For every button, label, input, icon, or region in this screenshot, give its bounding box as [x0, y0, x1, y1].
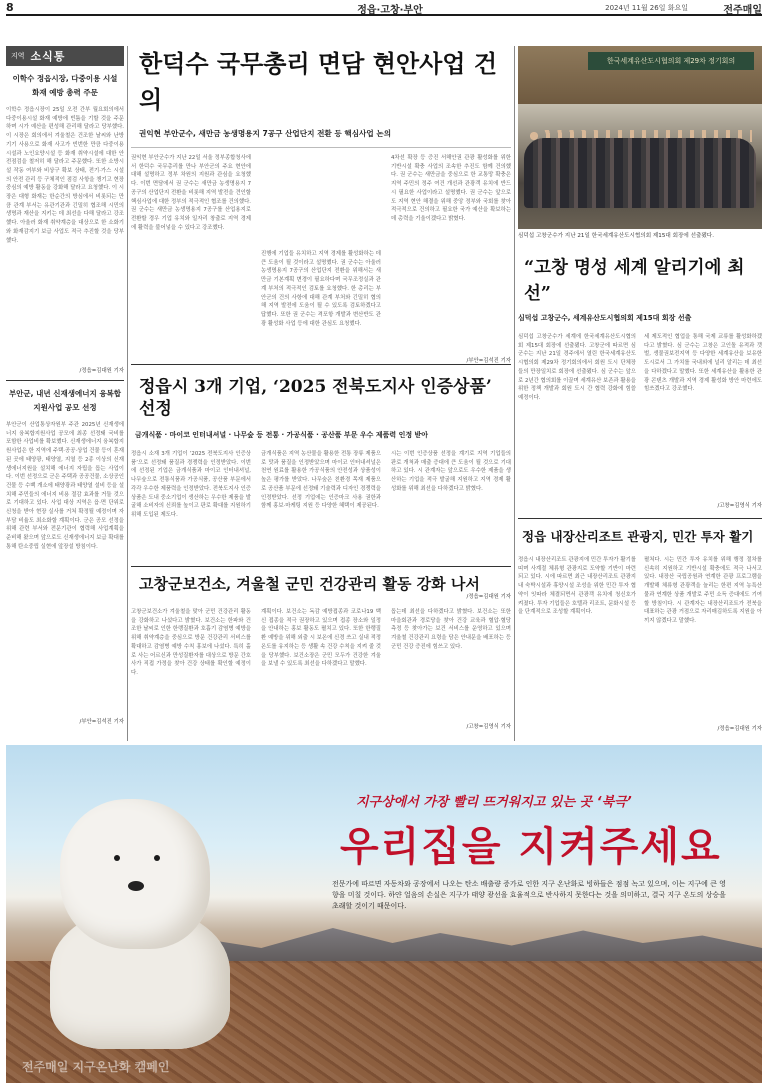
article1-col3: 4차선 확장 등 증진 서해안권 관광 활성화를 위한 기반시설 확충 사업의 조속한 추진도 함께 건의했다. 권 군수는 새만금을 중심으로 한 교통망 확충은 지역 주민의 정주 여건 개선과 관광객 유치에 반드시 필요한 사업이라고 설명했다. 권 군수는 앞으로도 지역 현안 해결을 위해 중앙 정부와 국회를 찾아 적극적으로 건의하고 필요한 국가 예산을 확보하는 데 총력을 기울이겠다고 밝혔다.	[391, 155, 511, 222]
issue-date: 2024년 11월 26일 화요일	[605, 4, 688, 12]
article3-col3-wrap	[391, 608, 511, 730]
page-header	[6, 0, 762, 16]
article1-byline: /부안=김석진 기자	[466, 358, 511, 364]
article4-byline: /고창=김영식 기자	[717, 503, 762, 509]
divider	[131, 364, 511, 365]
brief2-headline: 부안군, 내년 신재생에너지 융복합지원사업 공모 선정	[8, 389, 122, 412]
divider	[518, 518, 762, 519]
article4-col2: 세 제도적인 협업을 통해 국제 교류를 활성화하겠다고 밝혔다. 심 군수는 고창은 고인돌 유적과 갯벌, 생물권보전지역 등 다양한 세계유산을 보유한 도시로서 그 가치를 국내외에 널리 알리는 데 최선을 다하겠다고 말했다. 또한 세계유산을 활용한 관광 콘텐츠 개발과 지역 경제 활성화 방안 마련에도 힘쓰겠다고 강조했다.	[644, 334, 762, 393]
article2-col3: 시는 이번 인증상품 선정을 계기로 지역 기업들의 판로 개척과 매출 증대에 큰 도움이 될 것으로 기대하고 있다. 시 관계자는 앞으로도 우수한 제품을 생산하는 기업을 적극 발굴해 지원하고 지역 경제 활성화를 위해 최선을 다하겠다고 밝혔다.	[391, 451, 511, 492]
brief2-byline: /부안=김석진 기자	[79, 719, 124, 725]
ad-credit: 전주매일 지구온난화 캠페인	[22, 1060, 170, 1074]
article3-headline: 고창군보건소, 겨울철 군민 건강관리 활동 강화 나서	[139, 575, 480, 593]
article5-byline: /정읍=김대원 기자	[717, 726, 762, 732]
article1-headline: 한덕수 국무총리 면담 현안사업 건의	[139, 49, 497, 114]
article3-col2: 계획이다. 보건소는 독감 예방접종과 코로나19 백신 접종을 적극 권장하고 있으며 접종 장소와 일정을 안내하는 홍보 활동도 펼치고 있다. 또한 한랭질환 예방을 위해 외출 시 보온에 신경 쓰고 실내 적정 온도를 유지하는 등 생활 속 건강 수칙을 지켜 줄 것을 당부했다. 보건소장은 군민 모두가 건강한 겨울을 보낼 수 있도록 최선을 다하겠다고 말했다.	[261, 609, 381, 668]
article-naejangsan-resort	[518, 528, 762, 732]
column-divider	[514, 46, 515, 741]
left-column-briefs	[6, 46, 124, 741]
article3-byline: /고창=김영식 기자	[466, 724, 511, 730]
page-number: 8	[6, 1, 14, 14]
divider	[131, 147, 511, 148]
article2-subhead: 금개식품 · 마이코 인터내셔널 · 나무숲 등 전통 · 가공식품 · 공산품 부문 우수 제품력 인정 받아	[135, 431, 429, 439]
article2-col1: 정읍시 소재 3개 기업이 ‘2025 전북도지사 인증상품’으로 선정돼 품질과 경쟁력을 인정받았다. 이번에 선정된 기업은 금개식품과 마이코 인터내셔널, 나무숲으로 전통식품과 가공식품, 공산품 부문에서 각각 우수한 제품력을 인정받았다. 전북도지사 인증상품은 도내 중소기업이 생산하는 우수한 제품을 발굴해 소비자의 신뢰를 높이고 판로 확대를 지원하기 위해 도입된 제도다.	[131, 451, 251, 518]
bear-nose	[128, 881, 144, 891]
article4-col1: 심덕섭 고창군수가 세계에 한국세계유산도시협의회 제15대 회장에 선출됐다. 고창군에 따르면 심 군수는 지난 21일 경주에서 열린 한국세계유산도시협의회 제29차 정기회의에서 회원 도시 단체장들의 만장일치로 회장에 선출됐다. 심 군수는 앞으로 2년간 협의회를 이끌며 세계유산 보존과 활용을 위한 정책 개발과 회원 도시 간 협력 강화에 힘쓸 예정이다.	[518, 334, 636, 401]
article3-col3: 돕는데 최선을 다하겠다고 밝혔다. 보건소는 또한 마을회관과 경로당을 찾아 건강 교육과 혈압·혈당 측정 등 찾아가는 보건 서비스를 운영하고 있으며 겨울철 건강관리 요령을 담은 안내문을 배포하는 등 군민 건강 증진에 힘쓰고 있다.	[391, 609, 511, 650]
article5-col2-wrap	[644, 556, 762, 732]
article1-col1: 권익현 부안군수가 지난 22일 서울 정부종합청사에서 한덕수 국무총리를 만나 부안군의 주요 현안에 대해 설명하고 정부 차원의 지원과 관심을 요청했다. 이번 면담에서 권 군수는 새만금 농생명용지 7공구의 산업단지 전환을 비롯해 지역 발전을 견인할 핵심사업에 대한 정부의 적극적인 협조를 건의했다. 권 군수는 새만금 농생명용지 7공구를 산업용지로 전환할 경우 기업 유치와 일자리 창출로 지역 경제에 활력을 불어넣을 수 있다고 강조했다.	[131, 155, 251, 231]
article4-subhead: 심덕섭 고창군수, 세계유산도시협의회 제15대 회장 선출	[518, 314, 692, 322]
article1-columns	[131, 154, 511, 368]
photo-crowd	[524, 138, 756, 208]
brief1-byline: /정읍=김대원 기자	[79, 368, 124, 374]
divider	[6, 380, 124, 381]
article5-columns	[518, 556, 762, 732]
divider	[131, 566, 511, 567]
article5-col2: 펼쳐다. 시는 민간 투자 유치를 위해 행정 절차를 신속히 지원하고 기반시설 확충에도 적극 나서고 있다. 내장산 국립공원과 연계한 관광 프로그램을 개발해 체류형 관광객을 늘리는 한편 지역 농특산물과 연계한 상품 개발로 주민 소득 증대에도 기여할 방침이다. 시 관계자는 내장산리조트가 전북을 대표하는 관광 거점으로 자리매김하도록 지원을 아끼지 않겠다고 말했다.	[644, 557, 762, 624]
article-gochang-mayor	[518, 255, 762, 509]
section-tag	[6, 46, 124, 66]
ad-description: 전문가에 따르면 자동차와 공장에서 나오는 탄소 배출량 증가로 인한 지구 온난화로 빙하들은 점점 녹고 있으며, 이는 지구에 큰 영향을 미칠 것이다. 하얀 얼음의 손실은 지구가 태양 광선을 효율적으로 반사하지 못한다는 것을 의미하고, 결국 지구 온도의 상승을 초래할 것이기 때문이다.	[332, 880, 726, 910]
article-health-center	[131, 574, 511, 730]
brief1-headline: 이학수 정읍시장, 다중이용 시설 화재 예방 총력 주문	[12, 74, 118, 97]
article3-columns	[131, 608, 511, 730]
brief2-body: 부안군이 산업통상자원부 주관 2025년 신재생에너지 융복합지원사업 공모에 최종 선정돼 국비를 포함한 사업비를 확보했다. 신재생에너지 융복합지원사업은 한 지역에 주택·공공·상업 건물 등이 혼재된 곳에 태양광, 태양열, 지열 등 2종 이상의 신재생에너지원을 설치해 에너지 자립을 돕는 사업이다. 이번 선정으로 군은 주택과 공공건물, 소상공인 건물 등 수백 개소에 태양광과 태양열 설비 등을 설치해 주민들의 에너지 비용 절감 효과를 거둘 것으로 기대하고 있다. 사업 대상 지역은 읍·면 단위로 신청을 받아 현장 실사를 거쳐 확정될 예정이며 자부담 비율도 최소화할 계획이다. 군은 공모 선정을 위해 관련 부서와 전문기관이 협력해 사업계획을 준비해 왔으며 앞으로도 신재생에너지 보급 확대를 통해 탄소중립 실현에 앞장설 방침이다.	[6, 422, 124, 550]
article5-headline: 정읍 내장산리조트 관광지, 민간 투자 활기	[522, 529, 754, 544]
masthead-brand: 전주매일	[723, 5, 762, 16]
article4-headline: “고창 명성 세계 알리기에 최선”	[524, 258, 745, 304]
bear-eye	[114, 855, 120, 861]
section-title: 정읍·고창·부안	[357, 5, 423, 16]
article4-col2-wrap	[644, 333, 762, 509]
ad-tagline: 지구상에서 가장 빨리 뜨거워지고 있는 곳 ‘북극’	[356, 795, 632, 810]
article5-col1: 정읍시 내장산리조트 관광지에 민간 투자가 활기를 띠며 사계절 체류형 관광지로 도약할 기반이 마련되고 있다. 시에 따르면 최근 내장산리조트 관광지 내 숙박시설과 휴양시설 조성을 위한 민간 투자 협약이 잇따라 체결되면서 관광객 유치에 청신호가 켜졌다. 투자 기업들은 호텔과 리조트, 문화시설 등을 단계적으로 조성할 계획이다.	[518, 557, 636, 616]
bear-head	[60, 799, 210, 949]
polar-bear-illustration	[30, 789, 240, 1069]
article-premier-meeting	[131, 46, 511, 368]
article2-col2: 금개식품은 지역 농산물을 활용한 전통 장류 제품으로 맛과 품질을 인정받았으며 마이코 인터내셔널은 천연 원료를 활용한 가공식품의 안전성과 상품성이 높은 평가를 받았다. 나무숲은 친환경 목재 제품으로 공산품 부문에 선정돼 기술력과 디자인 경쟁력을 인정받았다. 선정 기업에는 인증마크 사용 권한과 함께 홍보·마케팅 지원 등 다양한 혜택이 제공된다.	[261, 451, 381, 510]
article3-col1: 고창군보건소가 겨울철을 맞아 군민 건강관리 활동을 강화하고 나섰다고 밝혔다. 보건소는 한파와 건조한 날씨로 인한 한랭질환과 호흡기 감염병 예방을 위해 취약계층을 중심으로 방문 건강관리 서비스를 확대하고 감염병 예방 수칙 홍보에 나섰다. 특히 홀로 사는 어르신과 만성질환자를 대상으로 방문 간호사가 직접 가정을 찾아 건강 상태를 확인할 예정이다.	[131, 609, 251, 676]
article1-subhead: 권익현 부안군수, 새만금 농생명용지 7공구 산업단지 전환 등 핵심사업 논의	[139, 129, 392, 138]
section-tag-big: 소식통	[30, 50, 66, 63]
article4-columns	[518, 333, 762, 509]
bear-eye	[154, 855, 160, 861]
article1-col2: 진행에 기업들 유치하고 지역 경제를 활성화하는 데 큰 도움이 될 것이라고 설명했다. 권 군수는 아울러 농생명용지 7공구의 산업단지 전환을 위해서는 새만금 기본계획 변경이 필요하다며 국무조정실과 관계 부처의 적극적인 검토를 요청했다. 한 총리는 부안군의 건의 사항에 대해 관계 부처와 긴밀히 협의해 지역 발전에 도움이 될 수 있도록 검토하겠다고 답했다. 또한 권 군수는 격포항 개발과 변산반도 관광 활성화 사업 등에 대한 관심도 요청했다.	[261, 251, 381, 327]
photo-caption: 심덕섭 고창군수가 지난 21일 한국세계유산도시협의회 제15대 회장에 선출됐다.	[518, 233, 714, 239]
photo-banner: 한국세계유산도시협의회 제29차 정기회의	[588, 52, 754, 70]
article2-headline: 정읍시 3개 기업, ‘2025 전북도지사 인증상품’ 선정	[139, 377, 492, 419]
ad-mountains	[166, 913, 762, 963]
group-photo	[518, 46, 762, 229]
article2-byline: /정읍=김대원 기자	[466, 594, 511, 600]
brief1-body: 이학수 정읍시장이 25일 오전 간부 월요회의에서 다중이용시설 화재 예방에 빈틈을 기할 것을 주문하며 시가 예산을 편성해 관리해 달라고 당부했다. 이 시장은 회의에서 겨울철은 건조한 날씨와 난방기기 사용으로 화재 사고가 빈번한 만큼 다중이용시설과 노인요양시설 등 화재 취약시설에 대한 안전점검을 철저히 해 달라고 주문했다. 또한 소방시설 작동 여부와 비상구 확보 상태, 전기·가스 시설의 안전 관리 등 구체적인 점검 사항을 챙기고 현장 중심의 예방 활동을 강화해 달라고 요청했다. 이 시장은 대형 화재는 한순간의 방심에서 비롯되는 만큼 관계 부서는 유관기관과 긴밀히 협조해 시민의 생명과 재산을 지키는 데 최선을 다해 달라고 강조했다. 아울러 화재 취약계층을 대상으로 한 소화기와 화재감지기 보급 사업도 적극 추진할 것을 당부했다.	[6, 107, 124, 244]
column-divider	[127, 46, 128, 741]
section-tag-small: 지역	[11, 52, 25, 60]
ad-title: 우리집을 지켜주세요	[340, 823, 722, 870]
climate-ad	[6, 745, 762, 1083]
article1-col3-wrap	[391, 154, 511, 368]
